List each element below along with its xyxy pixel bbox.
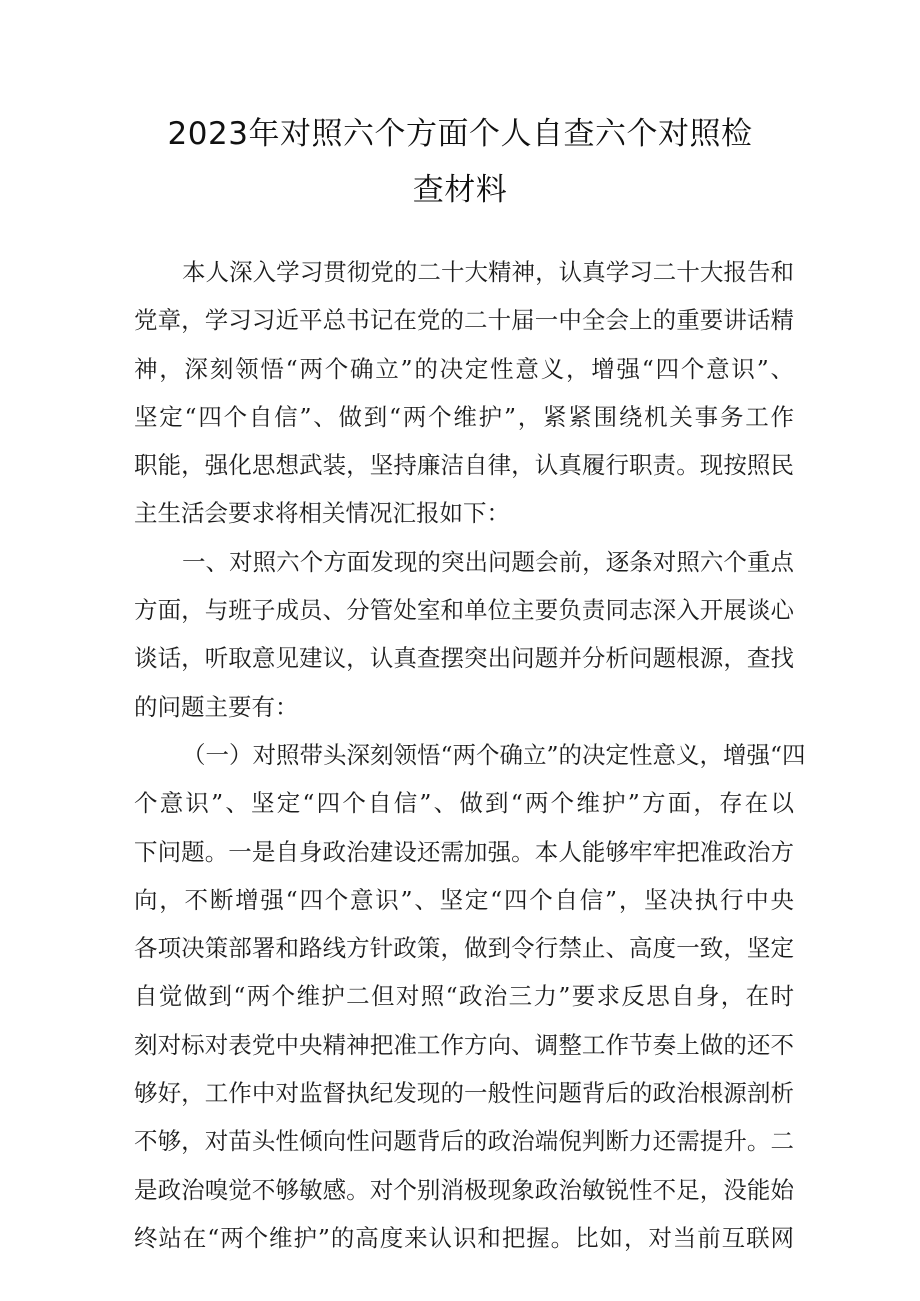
title-line-2: 查材料 (412, 172, 508, 208)
text-line: 终站在“两个维护”的高度来认识和把握。比如，对当前互联网 (134, 1223, 794, 1252)
text-line: 够好，工作中对监督执纪发现的一般性问题背后的政治根源剖析 (134, 1079, 794, 1108)
text-line: 职能，强化思想武装，坚持廉洁自律，认真履行职责。现按照民 (134, 451, 794, 480)
text-line: 本人深入学习贯彻党的二十大精神，认真学习二十大报告和 (182, 258, 794, 286)
text-line: 坚定“四个自信”、做到“两个维护”，紧紧围绕机关事务工作 (134, 402, 794, 431)
document-title (120, 106, 800, 218)
text-line: 个意识”、坚定“四个自信”、做到“两个维护”方面，存在以 (134, 789, 794, 818)
document-body (134, 248, 806, 1262)
text-line: 是政治嗅觉不够敏感。对个别消极现象政治敏锐性不足，没能始 (134, 1175, 794, 1204)
text-line: 神，深刻领悟“两个确立”的决定性意义，增强“四个意识”、 (134, 354, 794, 383)
text-line: 党章，学习习近平总书记在党的二十届一中全会上的重要讲话精 (134, 306, 794, 335)
text-line: 一、对照六个方面发现的突出问题会前，逐条对照六个重点 (182, 547, 794, 576)
text-line: 主生活会要求将相关情况汇报如下： (134, 499, 510, 528)
text-line: 的问题主要有： (134, 692, 299, 721)
text-line: 方面，与班子成员、分管处室和单位主要负责同志深入开展谈心 (134, 596, 794, 625)
text-line: 各项决策部署和路线方针政策，做到令行禁止、高度一致，坚定 (134, 934, 794, 963)
text-line: 刻对标对表党中央精神把准工作方向、调整工作节奏上做的还不 (134, 1030, 794, 1059)
text-line: 向，不断增强“四个意识”、坚定“四个自信”，坚决执行中央 (134, 885, 794, 914)
text-line: （一）对照带头深刻领悟“两个确立”的决定性意义，增强“四 (182, 740, 806, 769)
text-line: 不够，对苗头性倾向性问题背后的政治端倪判断力还需提升。二 (134, 1127, 794, 1156)
text-line: 谈话，听取意见建议，认真查摆突出问题并分析问题根源，查找 (134, 644, 794, 673)
text-line: 下问题。一是自身政治建设还需加强。本人能够牢牢把准政治方 (134, 837, 794, 866)
text-line: 自觉做到“两个维护二但对照“政治三力”要求反思自身，在时 (134, 982, 794, 1011)
title-line-1: 2023年对照六个方面个人自查六个对照检 (167, 116, 753, 152)
